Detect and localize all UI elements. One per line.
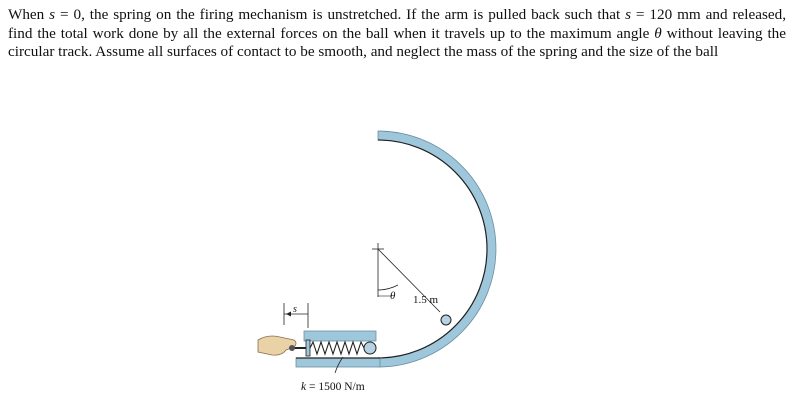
s-dim-arrow xyxy=(286,312,291,317)
ball-on-track xyxy=(441,315,451,325)
ball xyxy=(364,342,376,354)
s-label: s xyxy=(293,304,297,315)
radius-label: 1.5 m xyxy=(413,294,439,306)
hand-knob xyxy=(289,345,295,351)
k-symbol: k xyxy=(301,381,307,393)
problem-text-3: = 120 mm and released, find the total work done by all the external forces on the ball when it travels up to the maximum angle xyxy=(8,6,786,42)
spring-constant-label xyxy=(301,381,365,393)
var-s-2: s xyxy=(625,6,631,23)
spring xyxy=(310,342,364,354)
plunger-plate xyxy=(306,340,310,356)
circular-track xyxy=(378,131,496,367)
var-s-1: s xyxy=(49,6,56,23)
var-theta: θ xyxy=(654,24,662,42)
k-value: = 1500 N/m xyxy=(306,381,365,393)
problem-text-2: = 0, the spring on the firing mechanism is unstretched. If the arm is pulled back such that xyxy=(55,6,626,23)
track-inner-edge xyxy=(378,140,487,358)
theta-label: θ xyxy=(390,290,396,302)
launcher-barrel xyxy=(304,331,376,341)
problem-text-1: When xyxy=(8,6,50,23)
problem-text-4: without leaving the circular track. Assume all surfaces of contact to be smooth, and neglect the mass of the spring and the size of the ball xyxy=(8,24,787,61)
